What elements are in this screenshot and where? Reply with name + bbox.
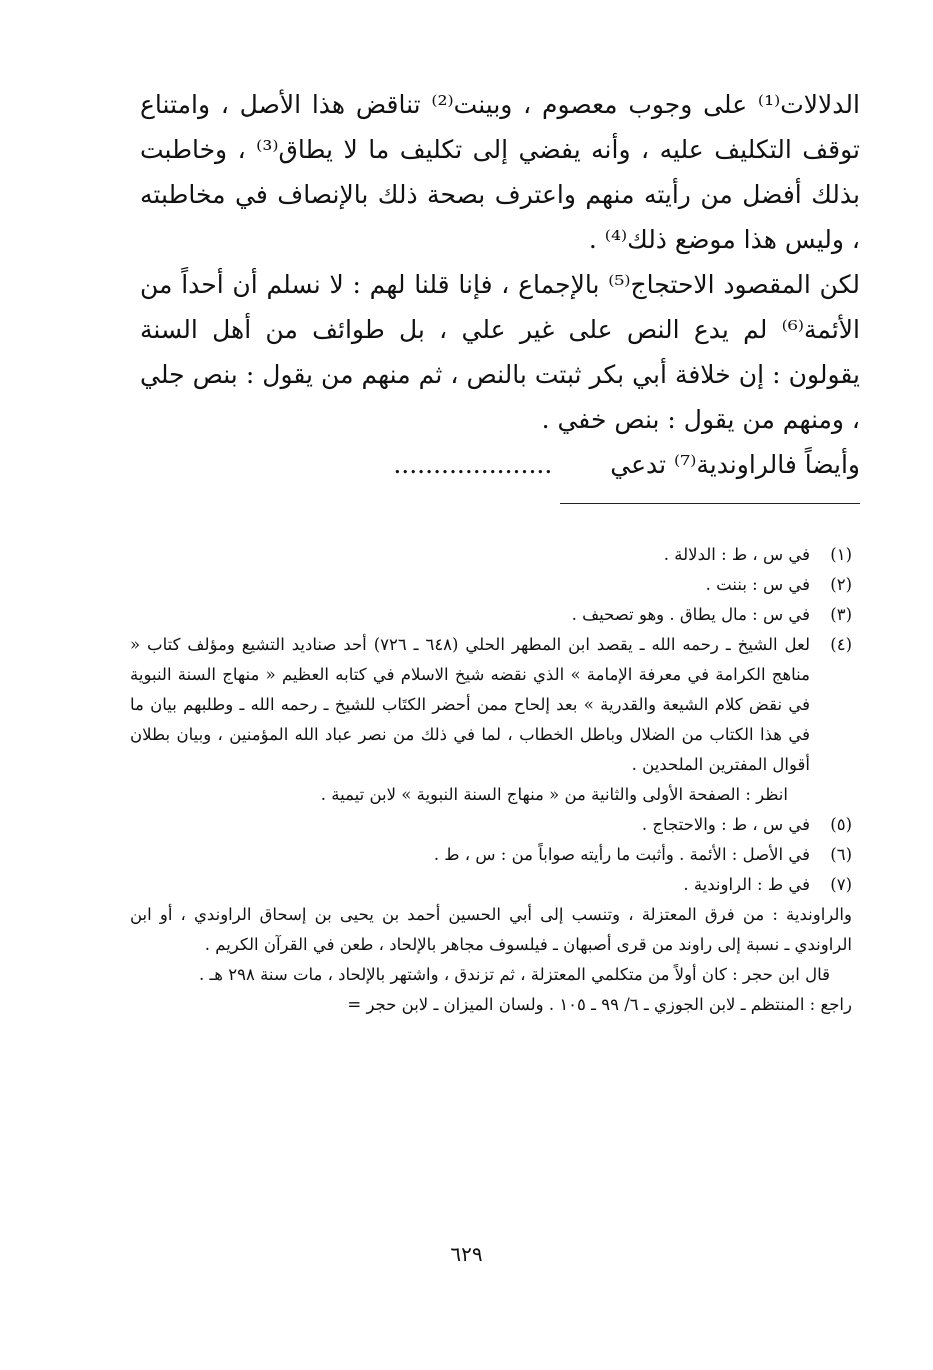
footnotes	[130, 540, 852, 1020]
footnote	[130, 840, 852, 870]
footnote-text: في س : مال يطاق . وهو تصحيف .	[571, 605, 810, 624]
main-paragraph-2: لكن المقصود الاحتجاج⁽⁵⁾ بالإجماع ، فإنا قلنا لهم : لا نسلم أن أحداً من الأئمة⁽⁶⁾ لم يدع النص على غير علي ، بل طوائف من أهل السنة يقولون : إن خلافة أبي بكر ثبتت بالنص ، ثم منهم من يقول : بنص جلي ، ومنهم من يقول : بنص خفي .	[140, 270, 860, 434]
footnote-number: (٣)	[830, 605, 852, 624]
footnote-separator	[560, 503, 860, 504]
footnote-number: (٤)	[830, 635, 852, 654]
footnote-text: في الأصل : الأئمة . وأثبت ما رأيته صواباً من : س ، ط .	[433, 845, 810, 864]
footnote-continuation: قال ابن حجر : كان أولاً من متكلمي المعتزلة ، ثم تزندق ، واشتهر بالإلحاد ، مات سنة ٢٩٨ هـ .	[198, 965, 830, 984]
footnote	[130, 630, 852, 810]
footnote-number: (٦)	[830, 845, 852, 864]
footnote-text: في س ، ط : والاحتجاج .	[641, 815, 810, 834]
footnote	[130, 600, 852, 630]
main-paragraph-1: الدلالات⁽¹⁾ على وجوب معصوم ، وبينت⁽²⁾ تناقض هذا الأصل ، وامتناع توقف التكليف عليه ، وأنه يفضي إلى تكليف ما لا يطاق⁽³⁾ ، وخاطبت بذلك أفضل من رأيته منهم واعترف بصحة ذلك بالإنصاف في مخاطبته ، وليس هذا موضع ذلك⁽⁴⁾ .	[140, 90, 860, 254]
footnote-continuation: راجع : المنتظم ـ لابن الجوزي ـ ٦/ ٩٩ ـ ١٠٥ . ولسان الميزان ـ لابن حجر =	[347, 995, 852, 1014]
footnote	[130, 810, 852, 840]
footnote-number: (٥)	[830, 815, 852, 834]
footnote	[130, 870, 852, 900]
footnote-text: لعل الشيخ ـ رحمه الله ـ يقصد ابن المطهر الحلي (٦٤٨ ـ ٧٢٦) أحد صناديد التشيع ومؤلف كتاب « مناهج الكرامة في معرفة الإمامة » الذي نقضه شيخ الاسلام في كتابه العظيم « منهاج السنة النبوية في نقض كلام الشيعة والقدرية » بعد إلحاح ممن أحضر الكتَاب للشيخ ـ رحمه الله ـ وطلبهم بيان ما في هذا الكتاب من الضلال وباطل الخطاب ، لما في ذلك من نصر عباد الله المؤمنين ، وبيان بطلان أقوال المفترين الملحدين .	[130, 635, 810, 774]
footnote-text: في س ، ط : الدلالة .	[663, 545, 810, 564]
footnote-text: انظر : الصفحة الأولى والثانية من « منهاج السنة النبوية » لابن تيمية .	[320, 785, 788, 804]
footnote-number: (١)	[830, 545, 852, 564]
main-text	[140, 82, 860, 487]
footnote	[130, 540, 852, 570]
footnote-number: (٢)	[830, 575, 852, 594]
footnote-text: في س : بننت .	[705, 575, 810, 594]
footnote	[130, 570, 852, 600]
page-number: ٦٢٩	[450, 1242, 483, 1266]
footnote-number: (٧)	[830, 875, 852, 894]
main-last-line	[140, 442, 860, 487]
main-last-line-text: وأيضاً فالراوندية⁽⁷⁾ تدعي	[610, 450, 860, 479]
footnote-continuation: والراوندية : من فرق المعتزلة ، وتنسب إلى أبي الحسين أحمد بن يحيى بن إسحاق الراوندي ، أو ابن الراوندي ـ نسبة إلى راوند من قرى أصبهان ـ فيلسوف مجاهر بالإلحاد ، طعن في القرآن الكريم .	[130, 905, 852, 954]
footnote-text: في ط : الراوندية .	[683, 875, 810, 894]
continuation-dots: ....................	[393, 450, 553, 479]
